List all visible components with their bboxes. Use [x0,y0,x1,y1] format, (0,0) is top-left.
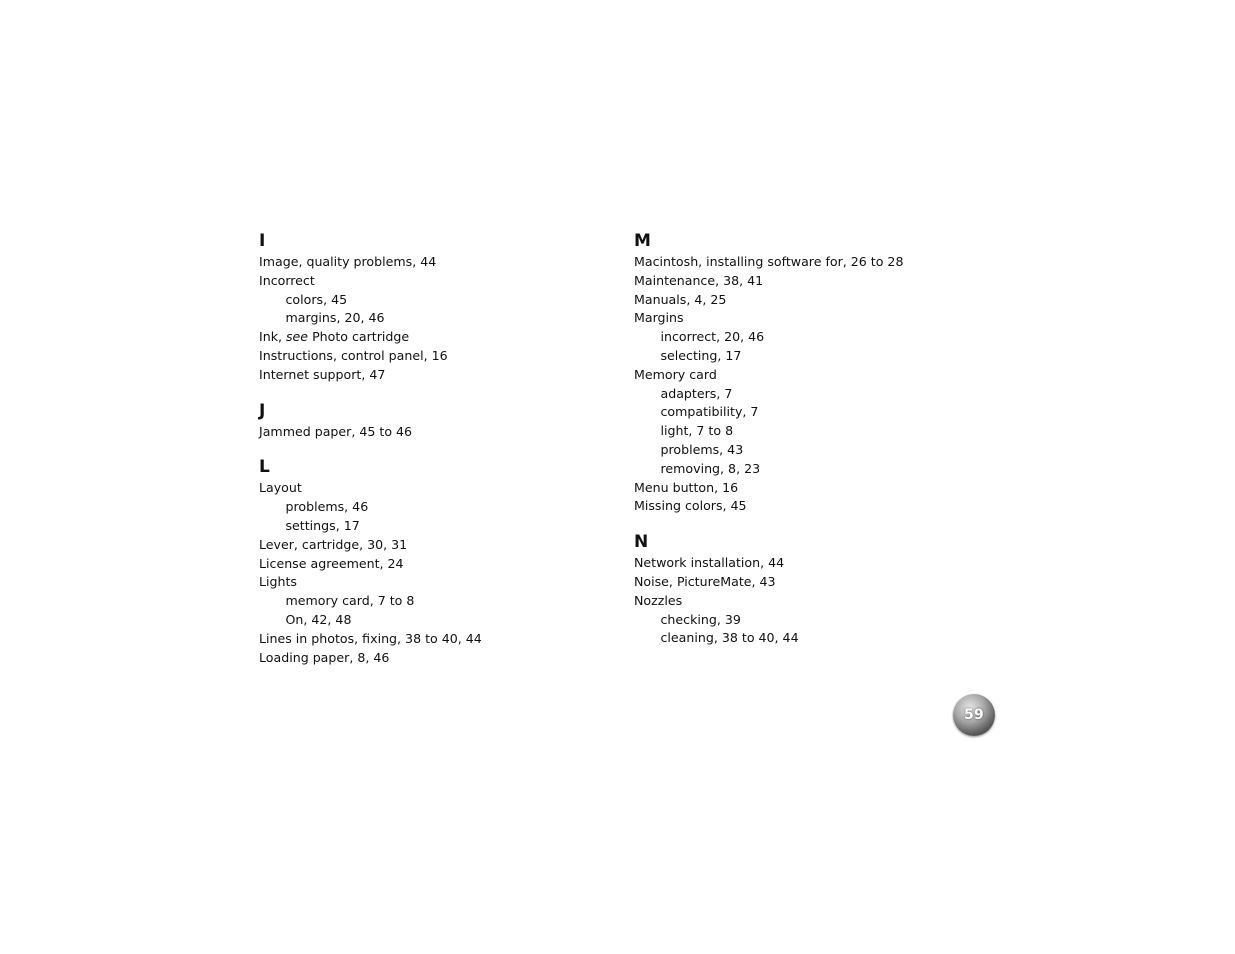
index-section-l [259,455,619,667]
index-entry: Internet support, 47 [259,366,386,382]
section-spacer [259,385,619,399]
index-entry: Menu button, 16 [634,479,739,495]
index-entry: Network installation, 44 [634,555,785,571]
index-subentry: memory card, 7 to 8 [285,593,415,609]
entry-list [634,253,994,516]
index-subentry: compatibility, 7 [660,404,759,420]
index-subentry: adapters, 7 [660,385,733,401]
section-letter: L [259,457,270,478]
index-subentry: problems, 46 [285,499,369,515]
section-letter: N [634,532,649,553]
index-column-left [259,229,619,667]
index-entry: Lever, cartridge, 30, 31 [259,536,408,552]
index-section-n [634,530,994,648]
index-subentry: selecting, 17 [660,347,742,363]
index-entry: Image, quality problems, 44 [259,254,437,269]
index-entry: Instructions, control panel, 16 [259,347,448,363]
index-entry: Layout [259,480,302,496]
index-section-j [259,399,619,456]
index-entry: Nozzles [634,592,683,608]
index-subentry: settings, 17 [285,517,360,533]
entry-list [634,554,994,648]
index-entry [259,328,619,347]
index-entry: Lights [259,574,297,590]
index-entry: Incorrect [259,272,315,288]
entry-list [259,423,619,442]
index-subentry: checking, 39 [660,611,741,627]
index-entry: Jammed paper, 45 to 46 [259,423,413,439]
page-number: 59 [963,707,985,723]
entry-list [259,479,619,667]
index-subentry: light, 7 to 8 [660,423,734,439]
page-number-badge [953,694,995,736]
index-subentry: colors, 45 [285,291,348,307]
index-subentry: problems, 43 [660,441,744,457]
section-spacer [634,516,994,530]
section-letter: M [634,231,651,251]
section-letter: I [259,231,266,251]
index-column-right [634,229,994,648]
index-subentry: margins, 20, 46 [285,310,385,326]
index-subentry: incorrect, 20, 46 [660,329,765,345]
index-entry: License agreement, 24 [259,555,404,571]
index-entry: Noise, PictureMate, 43 [634,573,776,589]
index-section-i [259,229,619,399]
section-letter: J [259,400,266,421]
index-entry: Missing colors, 45 [634,498,747,514]
index-section-m [634,229,994,530]
index-subentry: On, 42, 48 [285,611,352,627]
entry-text: Ink, [259,329,286,345]
index-entry: Manuals, 4, 25 [634,291,727,307]
index-entry: Maintenance, 38, 41 [634,272,764,288]
index-entry: Loading paper, 8, 46 [259,649,390,665]
section-spacer [259,441,619,455]
index-entry: Memory card [634,366,717,382]
entry-list [259,253,619,385]
index-entry: Macintosh, installing software for, 26 to 28 [634,254,904,269]
index-subentry: removing, 8, 23 [660,460,761,476]
see-reference: see [286,329,309,345]
index-subentry: cleaning, 38 to 40, 44 [660,630,799,646]
index-entry: Lines in photos, fixing, 38 to 40, 44 [259,630,482,646]
entry-text: Photo cartridge [308,329,410,345]
index-entry: Margins [634,310,684,326]
